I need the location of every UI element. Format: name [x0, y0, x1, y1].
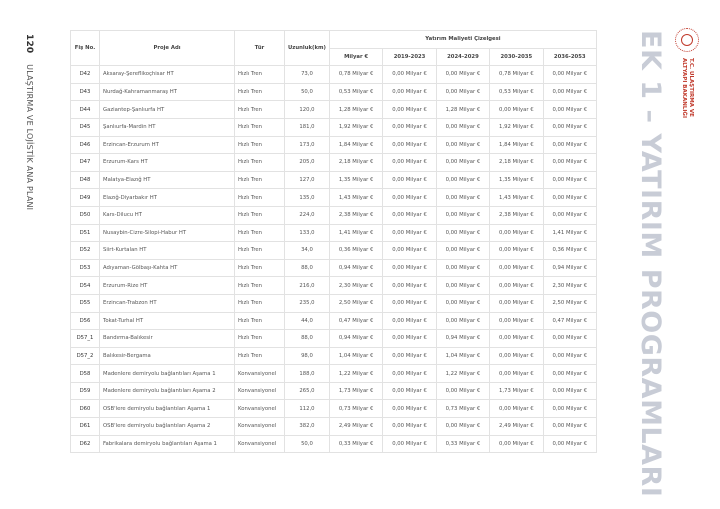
cell-total-cost: 1,84 Milyar € — [329, 136, 382, 154]
cell-code: D62 — [71, 435, 100, 453]
cell-project-name: Balıkesir-Bergama — [100, 347, 235, 365]
cell-type: Hızlı Tren — [235, 330, 285, 348]
table-row — [71, 365, 597, 383]
cell-cost-2030-2035: 1,35 Milyar € — [490, 171, 543, 189]
cell-code: D59 — [71, 382, 100, 400]
cell-cost-2024-2029: 0,00 Milyar € — [436, 312, 489, 330]
cell-cost-2024-2029: 0,00 Milyar € — [436, 418, 489, 436]
cell-cost-2036-2053: 2,50 Milyar € — [543, 294, 596, 312]
cell-cost-2024-2029: 0,00 Milyar € — [436, 136, 489, 154]
table-row — [71, 171, 597, 189]
cell-cost-2024-2029: 0,00 Milyar € — [436, 259, 489, 277]
cell-type: Hızlı Tren — [235, 101, 285, 119]
cell-cost-2024-2029: 0,00 Milyar € — [436, 277, 489, 295]
cell-cost-2024-2029: 0,00 Milyar € — [436, 118, 489, 136]
cell-total-cost: 2,30 Milyar € — [329, 277, 382, 295]
cell-project-name: Erzurum-Rize HT — [100, 277, 235, 295]
cell-project-name: Erzurum-Kars HT — [100, 154, 235, 172]
header-type: Tür — [235, 31, 285, 66]
cell-length: 88,0 — [285, 330, 330, 348]
cell-cost-2030-2035: 2,18 Milyar € — [490, 154, 543, 172]
cell-total-cost: 0,53 Milyar € — [329, 83, 382, 101]
cell-length: 120,0 — [285, 101, 330, 119]
cell-code: D58 — [71, 365, 100, 383]
header-total: Milyar € — [329, 48, 382, 66]
cell-length: 265,0 — [285, 382, 330, 400]
cell-type: Hızlı Tren — [235, 347, 285, 365]
cell-code: D50 — [71, 206, 100, 224]
cell-type: Hızlı Tren — [235, 83, 285, 101]
cell-cost-2019-2023: 0,00 Milyar € — [383, 189, 436, 207]
cell-cost-2019-2023: 0,00 Milyar € — [383, 382, 436, 400]
table-row — [71, 347, 597, 365]
table-row — [71, 101, 597, 119]
cell-total-cost: 1,73 Milyar € — [329, 382, 382, 400]
cell-type: Konvansiyonel — [235, 365, 285, 383]
cell-code: D51 — [71, 224, 100, 242]
cell-length: 44,0 — [285, 312, 330, 330]
cell-cost-2036-2053: 0,00 Milyar € — [543, 171, 596, 189]
cell-code: D57_1 — [71, 330, 100, 348]
cell-cost-2036-2053: 0,00 Milyar € — [543, 418, 596, 436]
cell-cost-2024-2029: 0,00 Milyar € — [436, 294, 489, 312]
cell-cost-2024-2029: 1,04 Milyar € — [436, 347, 489, 365]
table-row — [71, 83, 597, 101]
cell-length: 133,0 — [285, 224, 330, 242]
section-title: EK 1 – YATIRIM PROGRAMLARI — [635, 30, 666, 498]
cell-cost-2030-2035: 0,00 Milyar € — [490, 277, 543, 295]
cell-cost-2019-2023: 0,00 Milyar € — [383, 101, 436, 119]
cell-cost-2024-2029: 0,33 Milyar € — [436, 435, 489, 453]
cell-cost-2019-2023: 0,00 Milyar € — [383, 171, 436, 189]
cell-cost-2024-2029: 0,00 Milyar € — [436, 154, 489, 172]
cell-total-cost: 1,92 Milyar € — [329, 118, 382, 136]
cell-project-name: Elazığ-Diyarbakır HT — [100, 189, 235, 207]
table-row — [71, 400, 597, 418]
cell-cost-2030-2035: 0,00 Milyar € — [490, 400, 543, 418]
cell-cost-2019-2023: 0,00 Milyar € — [383, 435, 436, 453]
cell-type: Hızlı Tren — [235, 242, 285, 260]
table-row — [71, 435, 597, 453]
table-row — [71, 242, 597, 260]
cell-cost-2036-2053: 0,00 Milyar € — [543, 118, 596, 136]
cell-cost-2019-2023: 0,00 Milyar € — [383, 224, 436, 242]
cell-project-name: Siirt-Kurtalan HT — [100, 242, 235, 260]
cell-cost-2036-2053: 0,00 Milyar € — [543, 83, 596, 101]
table-row — [71, 136, 597, 154]
cell-cost-2019-2023: 0,00 Milyar € — [383, 400, 436, 418]
cell-cost-2024-2029: 0,73 Milyar € — [436, 400, 489, 418]
cell-cost-2019-2023: 0,00 Milyar € — [383, 118, 436, 136]
cell-cost-2036-2053: 2,30 Milyar € — [543, 277, 596, 295]
cell-cost-2024-2029: 0,00 Milyar € — [436, 382, 489, 400]
cell-cost-2024-2029: 0,94 Milyar € — [436, 330, 489, 348]
cell-cost-2024-2029: 0,00 Milyar € — [436, 171, 489, 189]
cell-length: 98,0 — [285, 347, 330, 365]
cell-cost-2036-2053: 0,94 Milyar € — [543, 259, 596, 277]
ministry-logo — [668, 28, 708, 118]
cell-total-cost: 1,22 Milyar € — [329, 365, 382, 383]
table-row — [71, 312, 597, 330]
cell-cost-2024-2029: 0,00 Milyar € — [436, 242, 489, 260]
cell-cost-2030-2035: 1,84 Milyar € — [490, 136, 543, 154]
cell-cost-2030-2035: 0,00 Milyar € — [490, 224, 543, 242]
cell-total-cost: 0,94 Milyar € — [329, 330, 382, 348]
cell-total-cost: 0,47 Milyar € — [329, 312, 382, 330]
cell-code: D53 — [71, 259, 100, 277]
cell-cost-2030-2035: 0,00 Milyar € — [490, 101, 543, 119]
table-row — [71, 277, 597, 295]
cell-cost-2024-2029: 0,00 Milyar € — [436, 224, 489, 242]
cell-type: Hızlı Tren — [235, 224, 285, 242]
cell-cost-2019-2023: 0,00 Milyar € — [383, 136, 436, 154]
table-row — [71, 66, 597, 84]
header-period-4: 2036-2053 — [543, 48, 596, 66]
cell-project-name: Tokat-Turhal HT — [100, 312, 235, 330]
cell-cost-2030-2035: 0,00 Milyar € — [490, 294, 543, 312]
cell-project-name: Fabrikalara demiryolu bağlantıları Aşama 1 — [100, 435, 235, 453]
cell-length: 181,0 — [285, 118, 330, 136]
cell-code: D44 — [71, 101, 100, 119]
cell-total-cost: 0,73 Milyar € — [329, 400, 382, 418]
cell-project-name: Nurdağ-Kahramanmaraş HT — [100, 83, 235, 101]
cell-total-cost: 1,43 Milyar € — [329, 189, 382, 207]
cell-type: Hızlı Tren — [235, 118, 285, 136]
cell-cost-2019-2023: 0,00 Milyar € — [383, 365, 436, 383]
logo-text-line1: T.C. ULAŞTIRMA VE — [688, 58, 694, 117]
cell-cost-2019-2023: 0,00 Milyar € — [383, 294, 436, 312]
cell-cost-2030-2035: 1,43 Milyar € — [490, 189, 543, 207]
cell-type: Hızlı Tren — [235, 312, 285, 330]
cell-cost-2019-2023: 0,00 Milyar € — [383, 347, 436, 365]
cell-type: Hızlı Tren — [235, 259, 285, 277]
cell-cost-2036-2053: 0,00 Milyar € — [543, 400, 596, 418]
cell-cost-2030-2035: 2,38 Milyar € — [490, 206, 543, 224]
cell-cost-2036-2053: 0,00 Milyar € — [543, 154, 596, 172]
cell-cost-2019-2023: 0,00 Milyar € — [383, 312, 436, 330]
table-row — [71, 224, 597, 242]
table-row — [71, 189, 597, 207]
cell-length: 88,0 — [285, 259, 330, 277]
cell-cost-2030-2035: 0,53 Milyar € — [490, 83, 543, 101]
table-row — [71, 330, 597, 348]
cell-code: D57_2 — [71, 347, 100, 365]
table-body — [71, 66, 597, 453]
cell-code: D61 — [71, 418, 100, 436]
document-title: ULAŞTIRMA VE LOJİSTİK ANA PLANI — [25, 64, 34, 211]
table-row — [71, 118, 597, 136]
cell-project-name: Adıyaman-Gölbaşı-Kahta HT — [100, 259, 235, 277]
cell-project-name: Kars-Dilucu HT — [100, 206, 235, 224]
cell-length: 235,0 — [285, 294, 330, 312]
cell-project-name: OSB'lere demiryolu bağlantıları Aşama 1 — [100, 400, 235, 418]
cell-cost-2036-2053: 0,00 Milyar € — [543, 435, 596, 453]
cell-cost-2030-2035: 0,00 Milyar € — [490, 435, 543, 453]
cell-cost-2024-2029: 0,00 Milyar € — [436, 66, 489, 84]
cell-type: Konvansiyonel — [235, 418, 285, 436]
cell-type: Konvansiyonel — [235, 400, 285, 418]
cell-cost-2030-2035: 0,00 Milyar € — [490, 365, 543, 383]
cell-cost-2019-2023: 0,00 Milyar € — [383, 418, 436, 436]
cell-type: Hızlı Tren — [235, 206, 285, 224]
table-row — [71, 206, 597, 224]
cell-cost-2024-2029: 0,00 Milyar € — [436, 83, 489, 101]
cell-project-name: Nusaybin-Cizre-Silopi-Habur HT — [100, 224, 235, 242]
logo-text-line2: ALTYAPI BAKANLIĞI — [681, 58, 687, 118]
cell-cost-2024-2029: 1,28 Milyar € — [436, 101, 489, 119]
cell-length: 188,0 — [285, 365, 330, 383]
header-period-3: 2030-2035 — [490, 48, 543, 66]
cell-code: D55 — [71, 294, 100, 312]
cell-type: Hızlı Tren — [235, 66, 285, 84]
cell-project-name: Şanlıurfa-Mardin HT — [100, 118, 235, 136]
cell-cost-2019-2023: 0,00 Milyar € — [383, 330, 436, 348]
cell-cost-2036-2053: 0,00 Milyar € — [543, 365, 596, 383]
cell-cost-2030-2035: 0,00 Milyar € — [490, 242, 543, 260]
cell-code: D46 — [71, 136, 100, 154]
table-row — [71, 294, 597, 312]
cell-code: D45 — [71, 118, 100, 136]
cell-cost-2030-2035: 0,00 Milyar € — [490, 312, 543, 330]
cell-code: D49 — [71, 189, 100, 207]
cell-cost-2019-2023: 0,00 Milyar € — [383, 154, 436, 172]
cell-type: Konvansiyonel — [235, 435, 285, 453]
page-number: 120 — [24, 34, 34, 54]
cell-cost-2030-2035: 0,00 Milyar € — [490, 347, 543, 365]
cell-cost-2036-2053: 0,36 Milyar € — [543, 242, 596, 260]
table-row — [71, 418, 597, 436]
cell-total-cost: 0,33 Milyar € — [329, 435, 382, 453]
cell-total-cost: 0,94 Milyar € — [329, 259, 382, 277]
cell-cost-2019-2023: 0,00 Milyar € — [383, 259, 436, 277]
cell-cost-2030-2035: 2,49 Milyar € — [490, 418, 543, 436]
header-period-2: 2024-2029 — [436, 48, 489, 66]
header-name: Proje Adı — [100, 31, 235, 66]
cell-length: 173,0 — [285, 136, 330, 154]
cell-total-cost: 0,78 Milyar € — [329, 66, 382, 84]
cell-project-name: Aksaray-Şereflikoçhisar HT — [100, 66, 235, 84]
cell-length: 73,0 — [285, 66, 330, 84]
cell-cost-2036-2053: 0,00 Milyar € — [543, 382, 596, 400]
cell-cost-2036-2053: 0,00 Milyar € — [543, 347, 596, 365]
cell-total-cost: 1,28 Milyar € — [329, 101, 382, 119]
cell-project-name: Madenlere demiryolu bağlantıları Aşama 2 — [100, 382, 235, 400]
cell-length: 127,0 — [285, 171, 330, 189]
cell-project-name: Gaziantep-Şanlıurfa HT — [100, 101, 235, 119]
cell-cost-2036-2053: 0,00 Milyar € — [543, 189, 596, 207]
table-row — [71, 382, 597, 400]
cell-cost-2036-2053: 1,41 Milyar € — [543, 224, 596, 242]
cell-length: 50,0 — [285, 83, 330, 101]
cell-code: D43 — [71, 83, 100, 101]
cell-cost-2030-2035: 0,00 Milyar € — [490, 259, 543, 277]
logo-text — [680, 58, 694, 118]
cell-type: Hızlı Tren — [235, 154, 285, 172]
header-length: Uzunluk(km) — [285, 31, 330, 66]
cell-code: D56 — [71, 312, 100, 330]
emblem-icon — [675, 28, 699, 52]
header-code: Fiş No. — [71, 31, 100, 66]
cell-type: Konvansiyonel — [235, 382, 285, 400]
cell-cost-2019-2023: 0,00 Milyar € — [383, 242, 436, 260]
header-period-1: 2019-2023 — [383, 48, 436, 66]
cell-code: D47 — [71, 154, 100, 172]
table-row — [71, 259, 597, 277]
cell-project-name: Bandırma-Balıkesir — [100, 330, 235, 348]
cell-total-cost: 1,04 Milyar € — [329, 347, 382, 365]
cell-cost-2019-2023: 0,00 Milyar € — [383, 206, 436, 224]
cell-project-name: OSB'lere demiryolu bağlantıları Aşama 2 — [100, 418, 235, 436]
cell-type: Hızlı Tren — [235, 171, 285, 189]
cell-cost-2024-2029: 1,22 Milyar € — [436, 365, 489, 383]
cell-length: 112,0 — [285, 400, 330, 418]
cell-length: 224,0 — [285, 206, 330, 224]
cell-code: D60 — [71, 400, 100, 418]
table-row — [71, 154, 597, 172]
cell-project-name: Malatya-Elazığ HT — [100, 171, 235, 189]
cell-total-cost: 0,36 Milyar € — [329, 242, 382, 260]
cell-code: D52 — [71, 242, 100, 260]
cell-length: 34,0 — [285, 242, 330, 260]
investment-table — [70, 30, 597, 453]
cell-type: Hızlı Tren — [235, 294, 285, 312]
cell-cost-2036-2053: 0,00 Milyar € — [543, 206, 596, 224]
cell-total-cost: 1,35 Milyar € — [329, 171, 382, 189]
cell-total-cost: 2,49 Milyar € — [329, 418, 382, 436]
cell-length: 50,0 — [285, 435, 330, 453]
cell-cost-2019-2023: 0,00 Milyar € — [383, 83, 436, 101]
cell-project-name: Erzincan-Trabzon HT — [100, 294, 235, 312]
cell-project-name: Madenlere demiryolu bağlantıları Aşama 1 — [100, 365, 235, 383]
cell-cost-2036-2053: 0,00 Milyar € — [543, 136, 596, 154]
cell-type: Hızlı Tren — [235, 136, 285, 154]
cell-cost-2024-2029: 0,00 Milyar € — [436, 189, 489, 207]
cell-project-name: Erzincan-Erzurum HT — [100, 136, 235, 154]
cell-length: 216,0 — [285, 277, 330, 295]
cell-code: D48 — [71, 171, 100, 189]
header-cost-schedule: Yatırım Maliyeti Çizelgesi — [329, 31, 596, 49]
cell-cost-2019-2023: 0,00 Milyar € — [383, 277, 436, 295]
cell-cost-2024-2029: 0,00 Milyar € — [436, 206, 489, 224]
cell-total-cost: 1,41 Milyar € — [329, 224, 382, 242]
cell-code: D42 — [71, 66, 100, 84]
cell-cost-2019-2023: 0,00 Milyar € — [383, 66, 436, 84]
cell-total-cost: 2,38 Milyar € — [329, 206, 382, 224]
cell-cost-2036-2053: 0,00 Milyar € — [543, 330, 596, 348]
cell-length: 382,0 — [285, 418, 330, 436]
cell-cost-2036-2053: 0,00 Milyar € — [543, 101, 596, 119]
cell-length: 205,0 — [285, 154, 330, 172]
cell-total-cost: 2,50 Milyar € — [329, 294, 382, 312]
running-header — [24, 34, 34, 210]
cell-code: D54 — [71, 277, 100, 295]
cell-type: Hızlı Tren — [235, 277, 285, 295]
cell-cost-2030-2035: 0,78 Milyar € — [490, 66, 543, 84]
cell-cost-2030-2035: 0,00 Milyar € — [490, 330, 543, 348]
cell-total-cost: 2,18 Milyar € — [329, 154, 382, 172]
cell-cost-2030-2035: 1,92 Milyar € — [490, 118, 543, 136]
cell-cost-2030-2035: 1,73 Milyar € — [490, 382, 543, 400]
cell-cost-2036-2053: 0,47 Milyar € — [543, 312, 596, 330]
cell-type: Hızlı Tren — [235, 189, 285, 207]
cell-length: 135,0 — [285, 189, 330, 207]
cell-cost-2036-2053: 0,00 Milyar € — [543, 66, 596, 84]
